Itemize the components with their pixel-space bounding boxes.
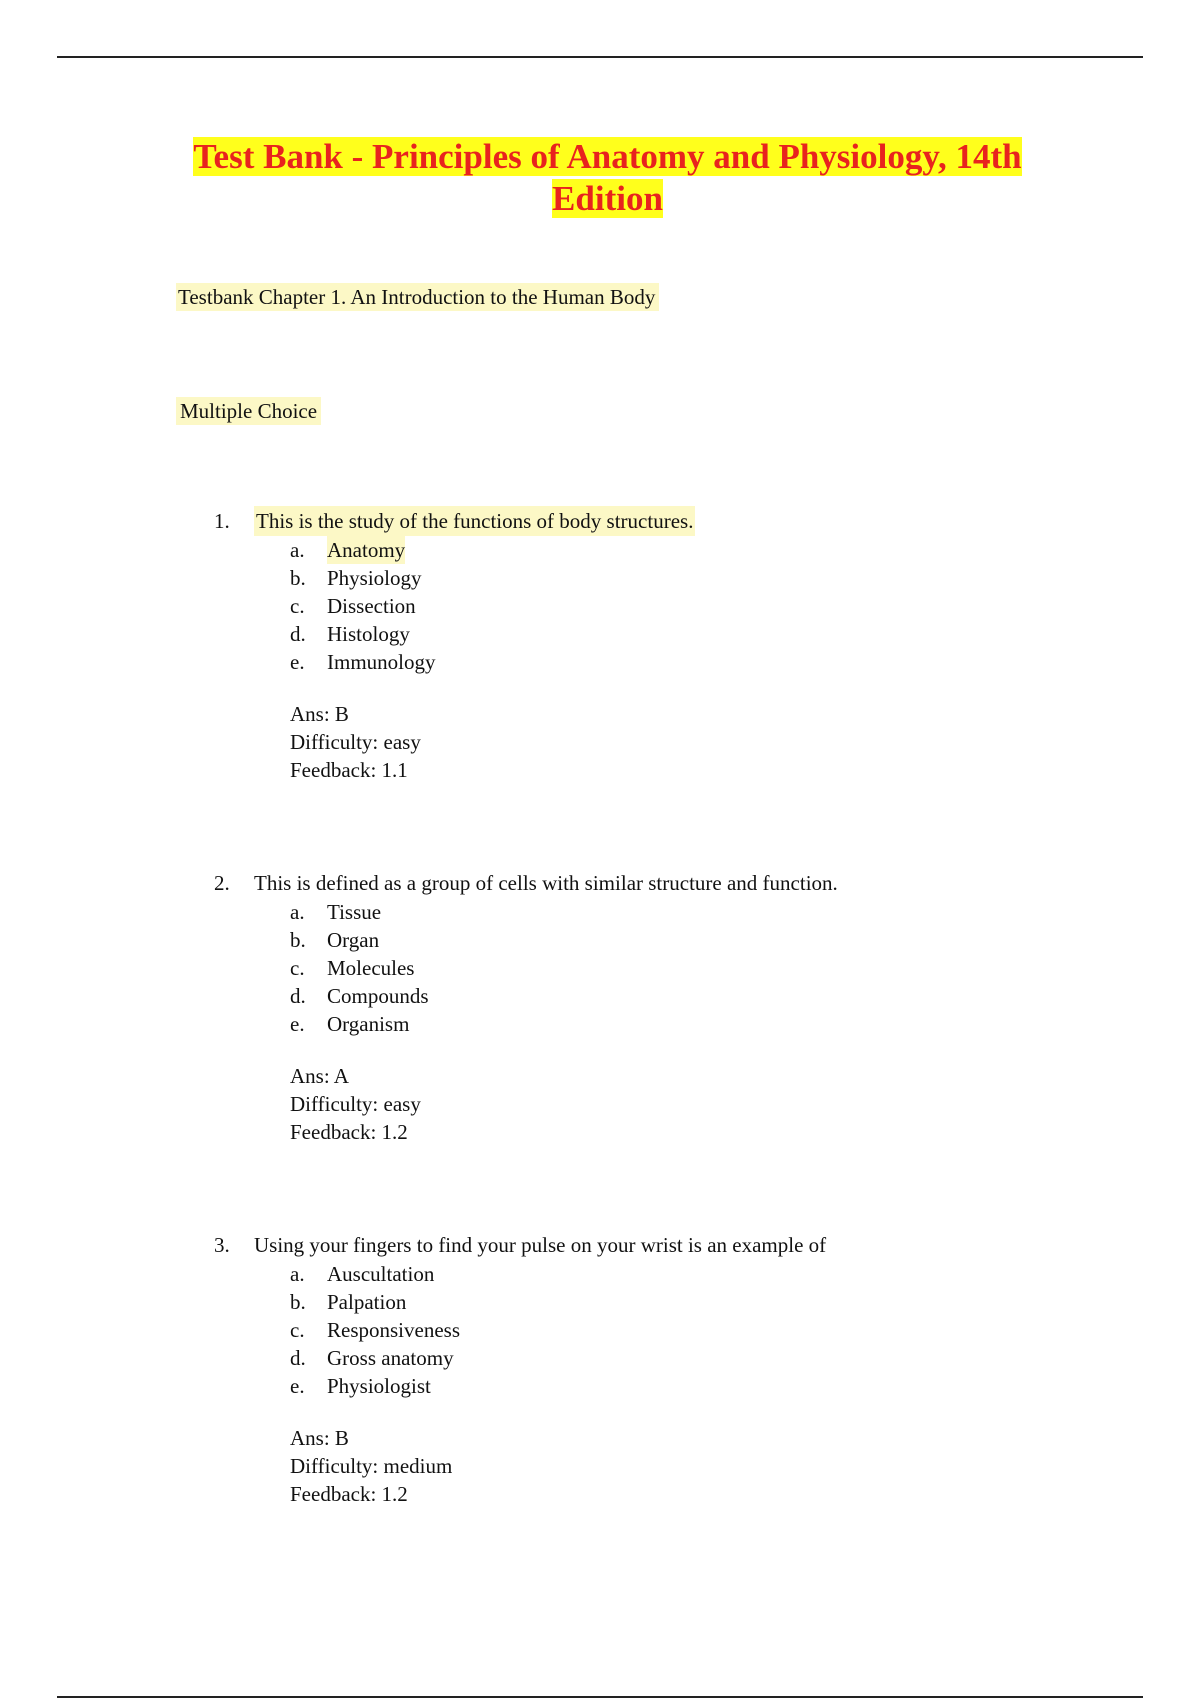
option-list	[210, 1260, 1010, 1400]
option-item	[210, 1288, 1010, 1316]
option-item	[210, 1260, 1010, 1288]
question-stem	[210, 506, 1010, 536]
question-number: 1.	[214, 509, 230, 533]
option-text: Anatomy	[327, 538, 406, 562]
answer-block	[290, 700, 1010, 784]
question-text: This is defined as a group of cells with similar structure and function.	[254, 871, 838, 895]
answer-text: Ans: A	[290, 1064, 349, 1088]
option-letter: c.	[290, 594, 305, 618]
question-2	[210, 868, 1010, 1146]
option-item	[210, 1010, 1010, 1038]
difficulty-text: Difficulty: easy	[290, 1092, 421, 1116]
option-item	[210, 898, 1010, 926]
option-letter: a.	[290, 1262, 305, 1286]
document-title	[170, 136, 1045, 220]
option-item	[210, 954, 1010, 982]
section-heading	[176, 396, 321, 426]
chapter-heading	[176, 282, 659, 312]
question-text: This is the study of the functions of body structures.	[254, 506, 695, 536]
question-3	[210, 1230, 1010, 1508]
difficulty-text: Difficulty: medium	[290, 1454, 453, 1478]
option-text: Physiologist	[327, 1374, 431, 1398]
question-number: 2.	[214, 871, 230, 895]
answer-text: Ans: B	[290, 702, 349, 726]
option-item	[210, 1344, 1010, 1372]
option-letter: e.	[290, 650, 305, 674]
option-letter: b.	[290, 928, 306, 952]
option-text: Gross anatomy	[327, 1346, 454, 1370]
option-text: Tissue	[327, 900, 382, 924]
question-text: Using your fingers to find your pulse on your wrist is an example of	[254, 1233, 827, 1257]
top-rule	[57, 56, 1143, 58]
document-title-text: Test Bank - Principles of Anatomy and Physiology, 14th Edition	[193, 137, 1022, 218]
option-letter: d.	[290, 1346, 306, 1370]
bottom-rule	[57, 1696, 1143, 1698]
difficulty-text: Difficulty: easy	[290, 730, 421, 754]
option-letter: b.	[290, 1290, 306, 1314]
feedback-text: Feedback: 1.2	[290, 1120, 408, 1144]
option-letter: e.	[290, 1012, 305, 1036]
option-text: Organism	[327, 1012, 410, 1036]
option-item	[210, 648, 1010, 676]
option-letter: a.	[290, 900, 305, 924]
option-item	[210, 926, 1010, 954]
option-text: Compounds	[327, 984, 429, 1008]
option-item	[210, 536, 1010, 564]
option-letter: c.	[290, 956, 305, 980]
answer-block	[290, 1424, 1010, 1508]
option-letter: c.	[290, 1318, 305, 1342]
question-stem	[210, 868, 1010, 898]
option-text: Palpation	[327, 1290, 407, 1314]
option-text: Organ	[327, 928, 380, 952]
option-text: Immunology	[327, 650, 436, 674]
answer-text: Ans: B	[290, 1426, 349, 1450]
question-1	[210, 506, 1010, 784]
feedback-text: Feedback: 1.1	[290, 758, 408, 782]
chapter-heading-text: Testbank Chapter 1. An Introduction to the Human Body	[176, 283, 659, 311]
option-item	[210, 620, 1010, 648]
option-text: Responsiveness	[327, 1318, 460, 1342]
option-item	[210, 982, 1010, 1010]
question-number: 3.	[214, 1233, 230, 1257]
option-letter: a.	[290, 538, 305, 562]
option-text: Molecules	[327, 956, 415, 980]
option-letter: e.	[290, 1374, 305, 1398]
question-stem	[210, 1230, 1010, 1260]
option-text: Histology	[327, 622, 410, 646]
option-item	[210, 1316, 1010, 1344]
option-letter: d.	[290, 984, 306, 1008]
option-list	[210, 898, 1010, 1038]
option-item	[210, 592, 1010, 620]
option-letter: d.	[290, 622, 306, 646]
feedback-text: Feedback: 1.2	[290, 1482, 408, 1506]
option-letter: b.	[290, 566, 306, 590]
section-heading-text: Multiple Choice	[176, 397, 321, 425]
option-text: Auscultation	[327, 1262, 435, 1286]
option-item	[210, 564, 1010, 592]
option-item	[210, 1372, 1010, 1400]
option-text: Physiology	[327, 566, 422, 590]
option-text: Dissection	[327, 594, 416, 618]
answer-block	[290, 1062, 1010, 1146]
option-list	[210, 536, 1010, 676]
